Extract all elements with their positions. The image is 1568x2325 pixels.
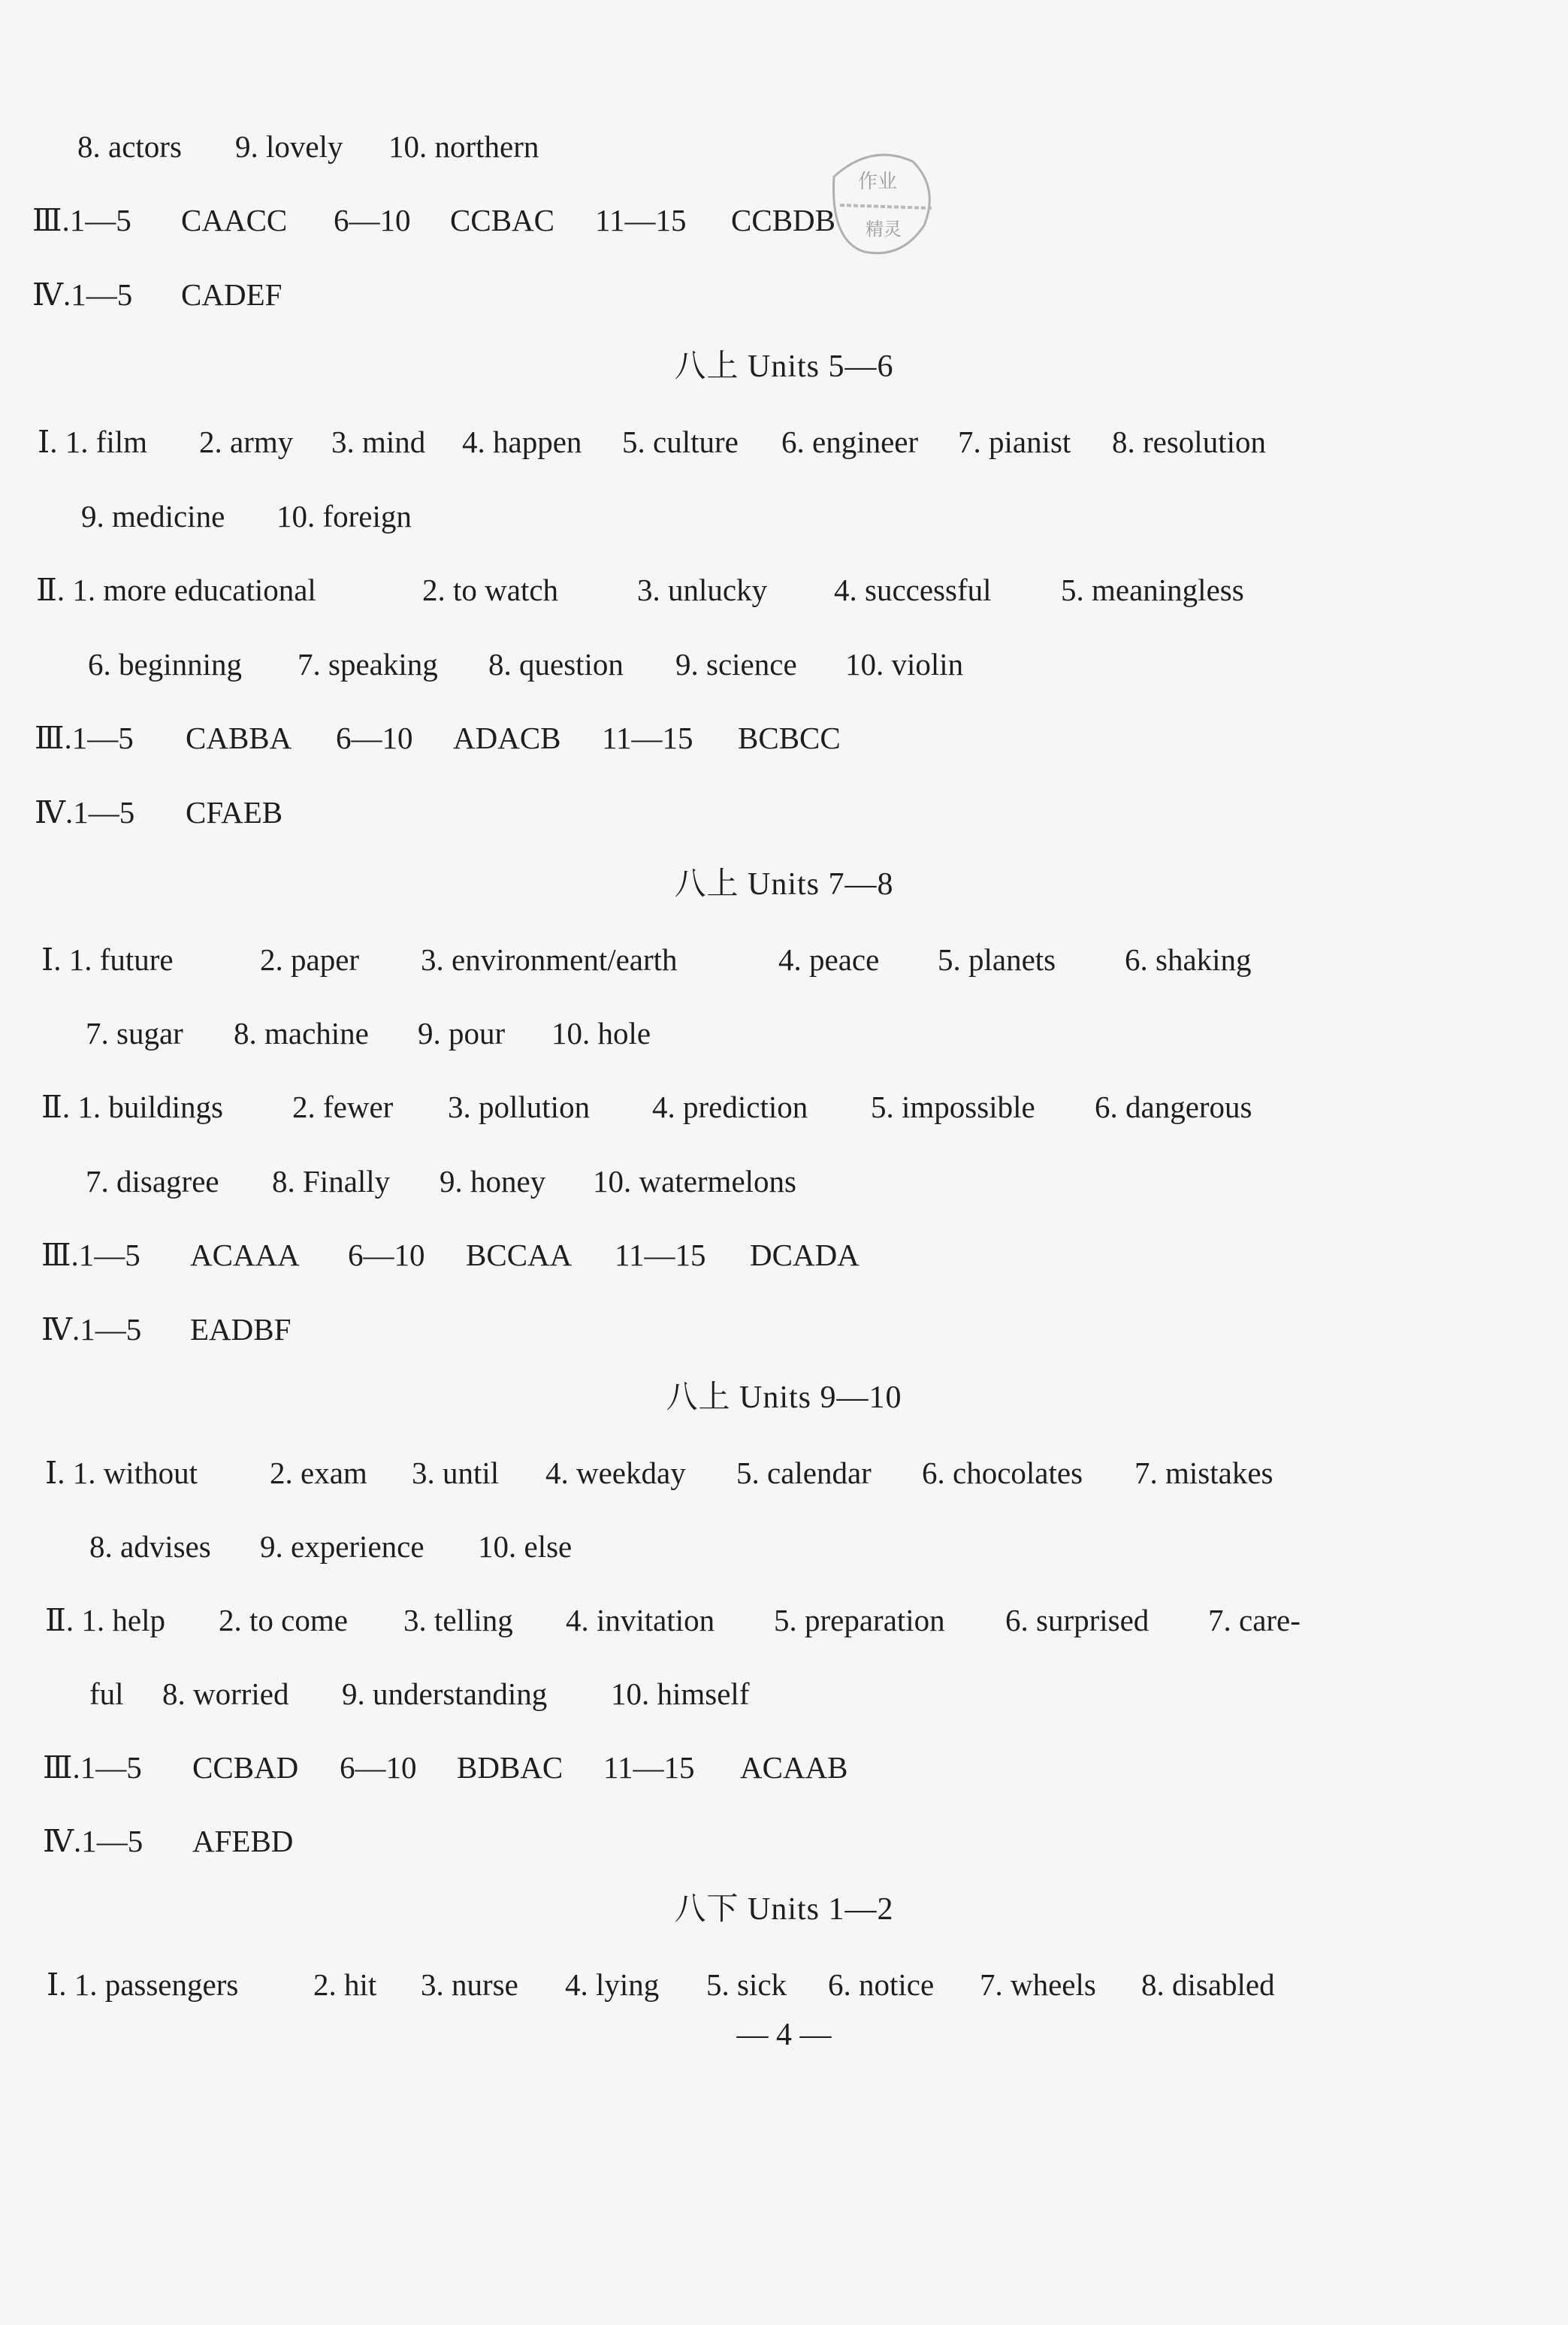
answer-item: 8. machine — [234, 1016, 369, 1051]
answer-item: 4. peace — [778, 942, 880, 977]
answer-group: ACAAA — [190, 1238, 300, 1272]
answer-item: Ⅰ. 1. without — [45, 1456, 198, 1490]
answer-item: 10. else — [478, 1529, 573, 1564]
answer-item: 10. hole — [551, 1016, 651, 1051]
section-label: Ⅳ.1—5 — [32, 277, 133, 312]
answer-item: 2. exam — [270, 1456, 367, 1490]
answer-item: 10. watermelons — [593, 1164, 796, 1199]
answer-line — [0, 1803, 1568, 1879]
answer-item: 7. disagree — [86, 1164, 219, 1199]
answer-item: 5. planets — [938, 942, 1056, 977]
unit-heading: 八上 Units 5—6 — [674, 349, 894, 384]
answer-item: 8. resolution — [1112, 425, 1266, 459]
answer-item: 7. pianist — [958, 425, 1071, 459]
unit-heading: 八下 Units 1—2 — [674, 1892, 894, 1927]
answer-item: Ⅰ. 1. film — [38, 425, 148, 459]
answer-item: 9. understanding — [342, 1676, 548, 1711]
answer-line — [0, 627, 1568, 702]
answer-item: 3. environment/earth — [421, 942, 678, 977]
answer-group: CADEF — [181, 277, 282, 312]
answer-item: 5. calendar — [736, 1456, 872, 1490]
answer-item: 8. actors — [77, 129, 182, 164]
answer-item: 8. Finally — [272, 1164, 391, 1199]
answer-item: 7. speaking — [298, 647, 438, 682]
answer-item: 2. to watch — [422, 573, 559, 607]
answer-line — [0, 552, 1568, 627]
range-label: 6—10 — [348, 1238, 425, 1272]
answer-line — [0, 1509, 1568, 1584]
answer-item: 4. successful — [834, 573, 992, 607]
answer-line — [0, 775, 1568, 850]
answer-item: 8. disabled — [1141, 1967, 1275, 2002]
unit-heading: 八上 Units 9—10 — [666, 1380, 902, 1415]
section-label: Ⅲ.1—5 — [43, 1750, 142, 1785]
range-label: 11—15 — [602, 721, 693, 755]
answer-item: 9. honey — [440, 1164, 546, 1199]
answer-item: 4. prediction — [652, 1090, 808, 1124]
answer-line — [0, 922, 1568, 997]
answer-item: 10. himself — [611, 1676, 750, 1711]
answer-line — [0, 996, 1568, 1071]
section-label: Ⅳ.1—5 — [35, 795, 135, 830]
range-label: 6—10 — [340, 1750, 417, 1785]
answer-line — [0, 1730, 1568, 1805]
answer-line — [0, 1292, 1568, 1367]
answer-item: 3. until — [412, 1456, 500, 1490]
answer-item: 3. pollution — [448, 1090, 591, 1124]
answer-group: BCBCC — [738, 721, 841, 755]
answer-item: 6. engineer — [781, 425, 919, 459]
section-label: Ⅳ.1—5 — [41, 1312, 142, 1347]
answer-group: BCCAA — [466, 1238, 573, 1272]
answer-item: 8. question — [488, 647, 624, 682]
svg-text:作业: 作业 — [858, 171, 898, 193]
answer-line — [0, 1217, 1568, 1293]
answer-group: CFAEB — [186, 795, 283, 830]
answer-item: 10. northern — [388, 129, 539, 164]
answer-item: 7. care- — [1208, 1603, 1301, 1637]
answer-item: 6. notice — [828, 1967, 935, 2002]
answer-item: 5. preparation — [774, 1603, 945, 1637]
answer-item: Ⅱ. 1. buildings — [41, 1090, 223, 1124]
answer-item: 7. sugar — [86, 1016, 183, 1051]
answer-line — [0, 1583, 1568, 1658]
answer-item: 5. sick — [706, 1967, 787, 2002]
answer-item: 3. telling — [403, 1603, 513, 1637]
answer-item: 5. impossible — [871, 1090, 1035, 1124]
section-label: Ⅲ.1—5 — [35, 721, 134, 755]
answer-item: 5. meaningless — [1061, 573, 1244, 607]
answer-item: 2. hit — [313, 1967, 377, 2002]
answer-group: BDBAC — [457, 1750, 563, 1785]
answer-item: 4. lying — [565, 1967, 660, 2002]
answer-item: Ⅱ. 1. more educational — [36, 573, 316, 607]
range-label: 11—15 — [615, 1238, 706, 1272]
answer-group: ACAAB — [740, 1750, 848, 1785]
answer-group: CCBAD — [192, 1750, 299, 1785]
answer-item: 6. surprised — [1005, 1603, 1150, 1637]
answer-item: Ⅱ. 1. help — [45, 1603, 165, 1637]
answer-line — [0, 479, 1568, 554]
answer-item: Ⅰ. 1. future — [41, 942, 174, 977]
range-label: 6—10 — [334, 203, 411, 237]
answer-item: 2. army — [199, 425, 294, 459]
range-label: 6—10 — [336, 721, 413, 755]
answer-item: 3. mind — [331, 425, 426, 459]
answer-item: 6. beginning — [88, 647, 242, 682]
answer-item: 7. wheels — [980, 1967, 1096, 2002]
answer-item: 4. weekday — [545, 1456, 686, 1490]
answer-line — [0, 1656, 1568, 1731]
answer-item: 5. culture — [622, 425, 739, 459]
answer-item: 4. invitation — [566, 1603, 715, 1637]
answer-item: 6. chocolates — [922, 1456, 1083, 1490]
answer-item: 7. mistakes — [1134, 1456, 1273, 1490]
answer-item: 10. foreign — [276, 499, 412, 534]
section-label: Ⅲ.1—5 — [41, 1238, 140, 1272]
answer-item: 9. pour — [418, 1016, 506, 1051]
answer-item: 2. to come — [219, 1603, 348, 1637]
answer-item: ful — [89, 1676, 124, 1711]
answer-item: 6. dangerous — [1095, 1090, 1252, 1124]
answer-line — [0, 1435, 1568, 1510]
answer-line — [0, 109, 1568, 184]
answer-item: 3. unlucky — [637, 573, 768, 607]
range-label: 11—15 — [603, 1750, 695, 1785]
answer-item: 9. lovely — [235, 129, 343, 164]
answer-line — [0, 1144, 1568, 1219]
answer-item: 2. fewer — [292, 1090, 394, 1124]
section-label: Ⅳ.1—5 — [43, 1824, 144, 1858]
answer-group: ADACB — [453, 721, 561, 755]
answer-item: 10. violin — [845, 647, 964, 682]
answer-group: CABBA — [186, 721, 292, 755]
answer-item: 8. worried — [162, 1676, 289, 1711]
answer-item: 9. medicine — [81, 499, 225, 534]
answer-group: DCADA — [750, 1238, 860, 1272]
answer-line — [0, 183, 1568, 258]
answer-line — [0, 700, 1568, 776]
answer-item: 8. advises — [89, 1529, 211, 1564]
answer-group: CCBAC — [450, 203, 554, 237]
answer-item: 4. happen — [462, 425, 582, 459]
answer-line — [0, 257, 1568, 332]
answer-line — [0, 1069, 1568, 1144]
answer-group: EADBF — [190, 1312, 292, 1347]
page-number: — 4 — — [736, 2018, 832, 2052]
answer-line — [0, 404, 1568, 479]
range-label: 11—15 — [595, 203, 687, 237]
answer-item: 9. experience — [260, 1529, 424, 1564]
answer-group: AFEBD — [192, 1824, 294, 1858]
section-label: Ⅲ.1—5 — [32, 203, 131, 237]
answer-group: CCBDB — [731, 203, 835, 237]
answer-item: 6. shaking — [1125, 942, 1252, 977]
answer-item: Ⅰ. 1. passengers — [47, 1967, 239, 2002]
answer-item: 2. paper — [260, 942, 360, 977]
answer-item: 9. science — [675, 647, 797, 682]
unit-heading: 八上 Units 7—8 — [674, 867, 894, 902]
answer-group: CAACC — [181, 203, 288, 237]
svg-text:精灵: 精灵 — [866, 219, 902, 240]
answer-item: 3. nurse — [421, 1967, 518, 2002]
